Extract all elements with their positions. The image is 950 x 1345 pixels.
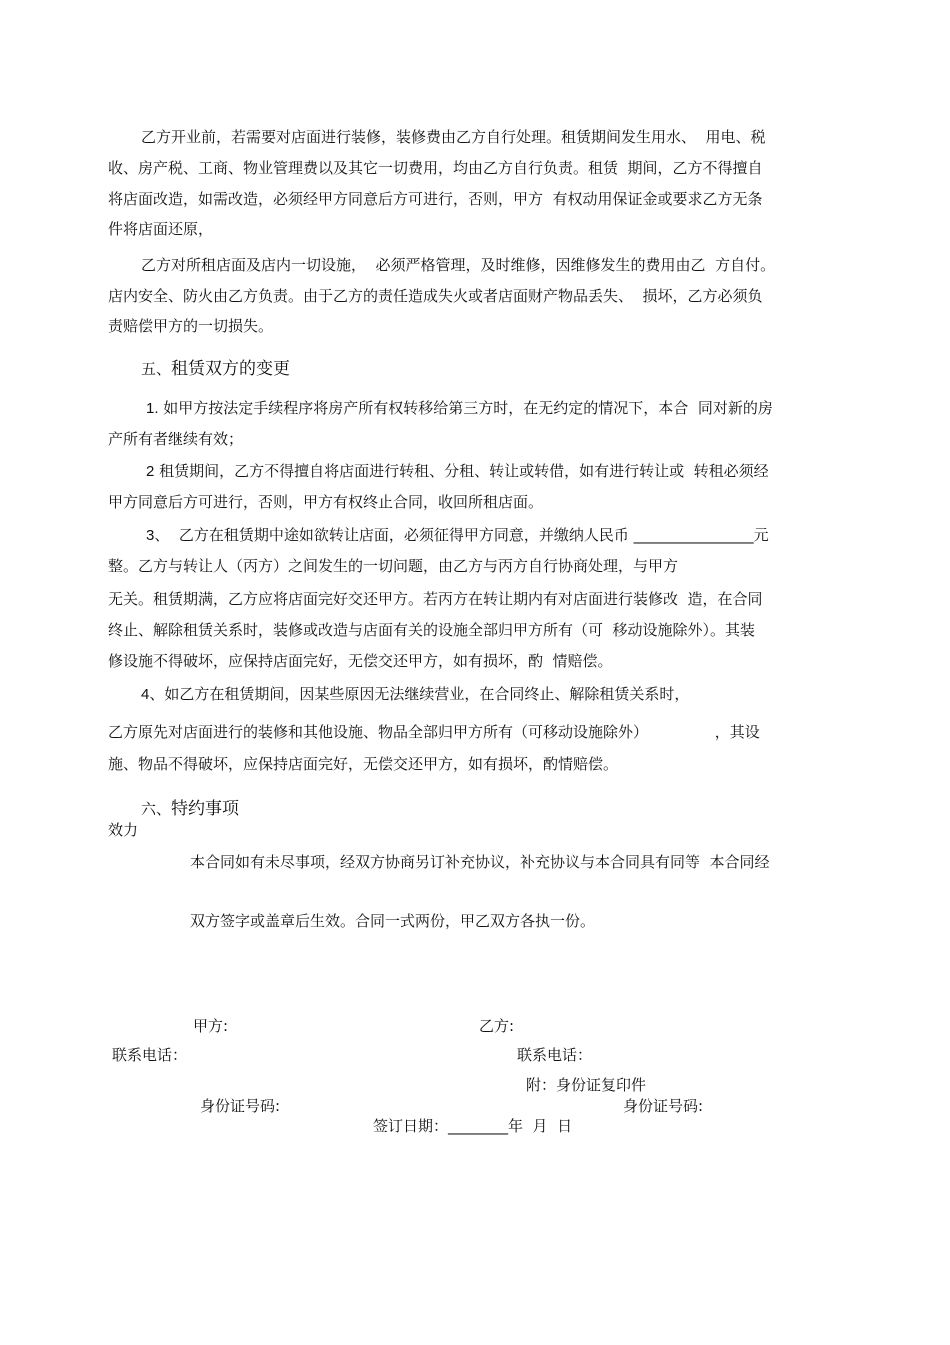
paragraph-1-line-1: 乙方开业前，若需要对店面进行装修，装修费由乙方自行处理。租赁期间发生用水、 用电、税: [141, 128, 766, 146]
party-a-phone-label: 联系电话：: [112, 1046, 188, 1064]
section-5-item-4-line-3: 施、物品不得破坏，应保持店面完好，无偿交还甲方，如有损坏，酌情赔偿。: [108, 755, 619, 773]
party-b-id-label: 身份证号码:: [623, 1097, 704, 1115]
party-b-label: 乙方:: [479, 1017, 515, 1035]
section-5-item-3-line-5: 修设施不得破坏，应保持店面完好，无偿交还甲方，如有损坏，酌 情赔偿。: [108, 652, 613, 670]
paragraph-2-line-1: 乙方对所租店面及店内一切设施， 必须严格管理，及时维修，因维修发生的费用由乙 方自付。: [141, 256, 776, 274]
section-5-item-3-line-2: 整。乙方与转让人（丙方）之间发生的一切问题，由乙方与丙方自行协商处理，与甲方: [108, 557, 679, 575]
section-5-item-2-line-2: 甲方同意后方可进行，否则，甲方有权终止合同，收回所租店面。: [108, 493, 544, 511]
section-6-number: 六、: [141, 800, 172, 818]
section-5-heading: [141, 359, 290, 379]
item-3-number: 3、: [146, 527, 170, 544]
section-5-item-3-line-1: [146, 525, 769, 546]
section-5-item-4-line-2: 乙方原先对店面进行的装修和其他设施、物品全部归甲方所有（可移动设施除外） ，其设: [108, 723, 760, 741]
section-6-line-2: 双方签字或盖章后生效。合同一式两份，甲乙双方各执一份。: [190, 912, 596, 930]
attachment-note: 附：身份证复印件: [526, 1076, 647, 1094]
item-3-text: 乙方在租赁期中途如欲转让店面，必须征得甲方同意，并缴纳人民币 ________________元: [169, 526, 769, 544]
party-b-phone-label: 联系电话：: [517, 1046, 593, 1064]
party-a-label: 甲方:: [193, 1017, 229, 1035]
section-5-item-1-line-2: 产所有者继续有效；: [108, 430, 244, 448]
paragraph-1-line-2: 收、房产税、工商、物业管理费以及其它一切费用，均由乙方自行负责。租赁 期间，乙方不得擅自: [108, 159, 763, 177]
section-5-item-3-line-4: 终止、解除租赁关系时，装修或改造与店面有关的设施全部归甲方所有（可 移动设施除外）。其装: [108, 621, 756, 639]
sign-date: 签订日期：________年 月 日: [373, 1117, 573, 1135]
section-5-item-3-line-3: 无关。租赁期满，乙方应将店面完好交还甲方。若丙方在转让期内有对店面进行装修改 造，在合同: [108, 590, 763, 608]
section-6-heading: [141, 799, 239, 819]
section-5-item-4-line-1: [141, 684, 689, 705]
item-1-number: 1.: [146, 400, 159, 417]
section-6-title: 特约事项: [171, 799, 240, 819]
paragraph-2-line-3: 责赔偿甲方的一切损失。: [108, 317, 274, 335]
section-5-number: 五、: [141, 360, 172, 378]
section-5-title: 租赁双方的变更: [171, 359, 291, 379]
section-5-item-2-line-1: [146, 461, 769, 482]
item-4-number: 4、: [141, 686, 165, 703]
paragraph-2-line-2: 店内安全、防火由乙方负责。由于乙方的责任造成失火或者店面财产物品丢失、 损坏，乙方必须负: [108, 287, 763, 305]
paragraph-1-line-3: 将店面改造，如需改造，必须经甲方同意后方可进行，否则，甲方 有权动用保证金或要求乙方无条: [108, 190, 763, 208]
item-1-text: 如甲方按法定手续程序将房产所有权转移给第三方时，在无约定的情况下，本合 同对新的房: [158, 399, 773, 417]
item-2-number: 2: [146, 463, 155, 480]
paragraph-1-line-4: 件将店面还原，: [108, 220, 214, 238]
item-2-text: 租赁期间，乙方不得擅自将店面进行转租、分租、转让或转借，如有进行转让或 转租必须经: [154, 462, 769, 480]
item-4-text: 如乙方在租赁期间，因某些原因无法继续营业，在合同终止、解除租赁关系时，: [164, 685, 690, 703]
section-6-overflow-word: 效力: [108, 821, 139, 839]
section-5-item-1-line-1: [146, 398, 773, 419]
party-a-id-label: 身份证号码:: [200, 1097, 281, 1115]
section-6-line-1: 本合同如有未尽事项，经双方协商另订补充协议，补充协议与本合同具有同等 本合同经: [190, 853, 770, 871]
